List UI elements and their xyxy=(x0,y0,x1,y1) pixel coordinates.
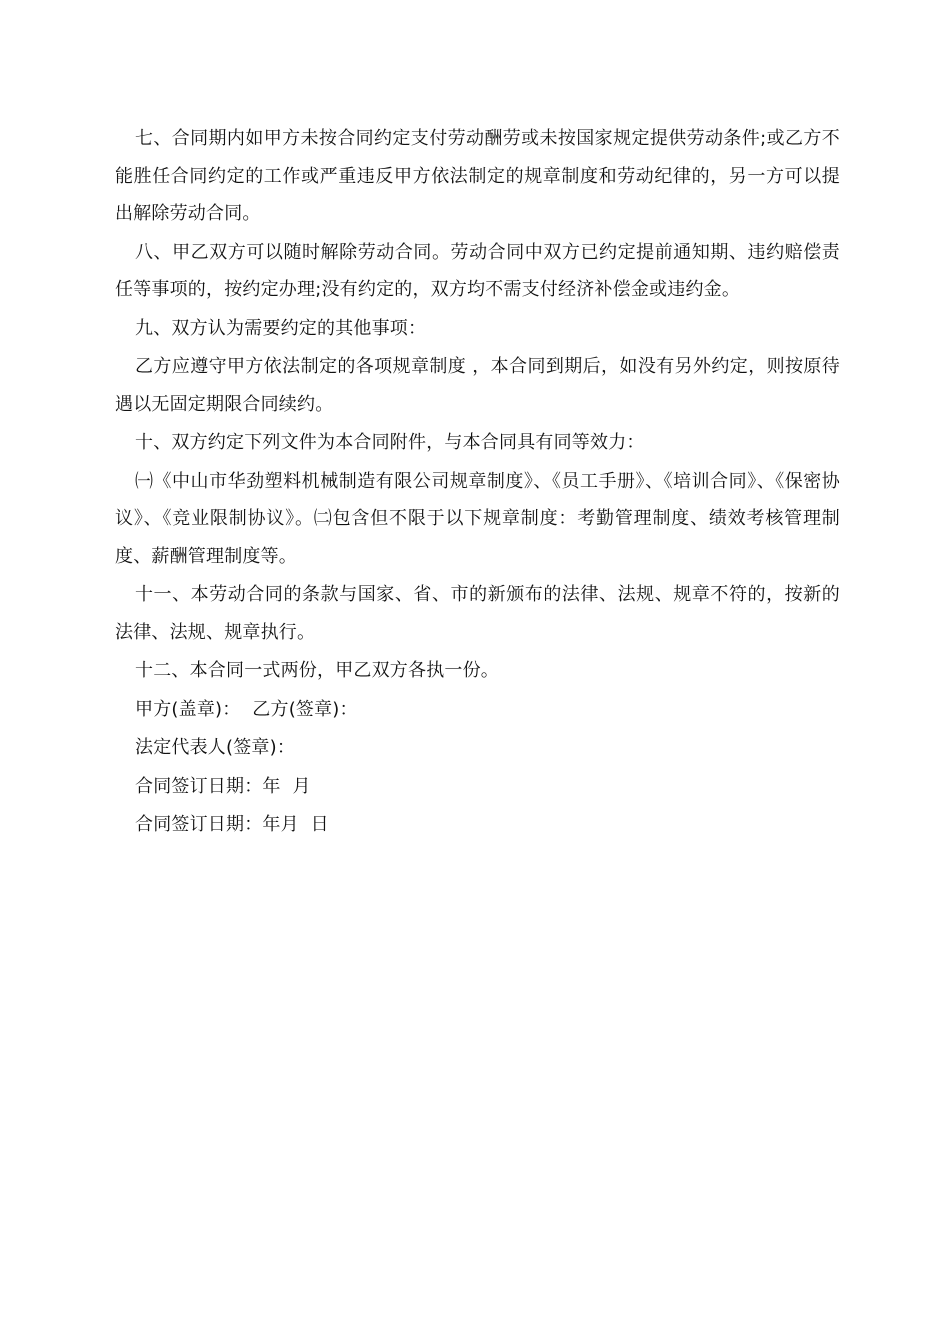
signing-date-2: 合同签订日期：年月 日 xyxy=(135,814,329,835)
clause-12: 十二、本合同一式两份，甲乙双方各执一份。 xyxy=(135,660,499,681)
clause-10-attachments: ㈠《中山市华劲塑料机械制造有限公司规章制度》、《员工手册》、《培训合同》、《保密协议》、《竞业限制协议》。㈡包含但不限于以下规章制度：考勤管理制度、绩效考核管理制度、薪酬管理制度等。 xyxy=(115,470,840,567)
signature-representative: 法定代表人(签章)： xyxy=(135,737,296,758)
signing-date-1: 合同签订日期：年 月 xyxy=(135,775,311,797)
clause-11: 十一、本劳动合同的条款与国家、省、市的新颁布的法律、法规、规章不符的，按新的法律、法规、规章执行。 xyxy=(115,584,840,643)
clause-9: 九、双方认为需要约定的其他事项： xyxy=(135,317,427,339)
contract-body xyxy=(115,120,840,845)
clause-8: 八、甲乙双方可以随时解除劳动合同。劳动合同中双方已约定提前通知期、违约赔偿责任等事项的，按约定办理;没有约定的，双方均不需支付经济补偿金或违约金。 xyxy=(115,241,840,300)
signature-parties: 甲方(盖章)： 乙方(签章)： xyxy=(135,698,358,720)
clause-10: 十、双方约定下列文件为本合同附件，与本合同具有同等效力： xyxy=(135,432,645,453)
clause-7: 七、合同期内如甲方未按合同约定支付劳动酬劳或未按国家规定提供劳动条件;或乙方不能胜任合同约定的工作或严重违反甲方依法制定的规章制度和劳动纪律的，另一方可以提出解除劳动合同。 xyxy=(115,128,840,224)
clause-9-detail: 乙方应遵守甲方依法制定的各项规章制度 ，本合同到期后，如没有另外约定，则按原待遇以无固定期限合同续约。 xyxy=(115,356,840,415)
